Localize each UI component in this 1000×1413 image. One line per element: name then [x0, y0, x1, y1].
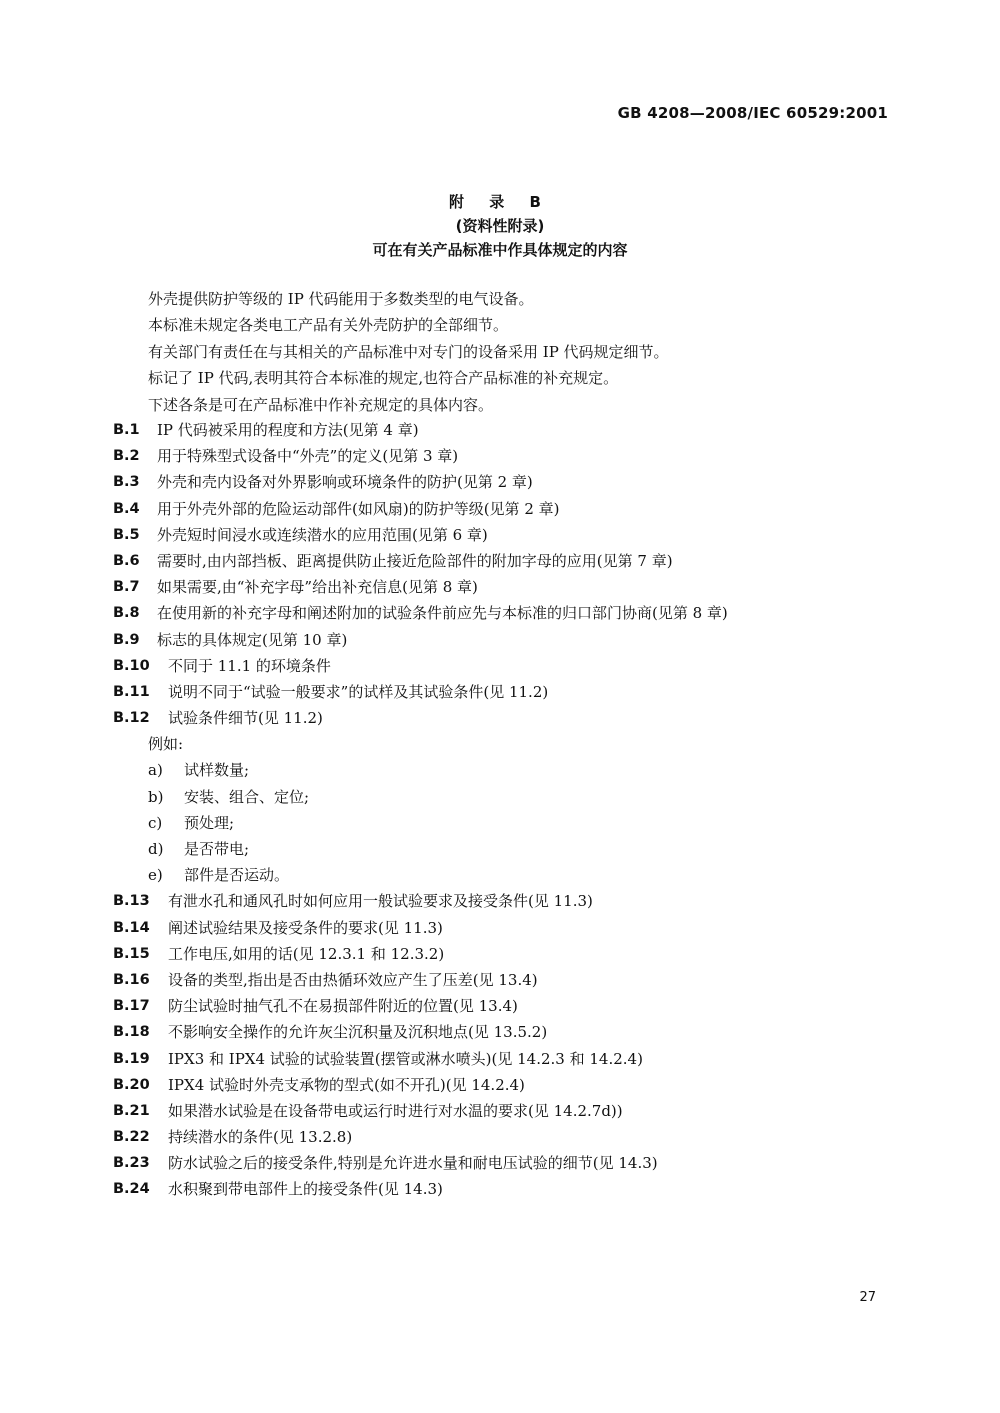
clause-item [113, 705, 900, 731]
annex-nature: (资料性附录) [455, 217, 545, 235]
clause-number: B.14 [113, 919, 150, 936]
clause-text: 设备的类型,指出是否由热循环效应产生了压差(见 13.4) [168, 970, 538, 989]
clause-text: 试验条件细节(见 11.2) [168, 709, 323, 728]
clause-text: 如果需要,由“补充字母”给出补充信息(见第 8 章) [157, 578, 478, 597]
clause-number: B.16 [113, 971, 150, 988]
clause-text: 防尘试验时抽气孔不在易损部件附近的位置(见 13.4) [168, 997, 518, 1016]
clause-text: IPX3 和 IPX4 试验的试验装置(摆管或淋水喷头)(见 14.2.3 和 14.2.4) [168, 1049, 643, 1068]
clause-text: 有泄水孔和通风孔时如何应用一般试验要求及接受条件(见 11.3) [168, 892, 593, 911]
example-text: 预处理; [184, 813, 235, 832]
clause-text: 阐述试验结果及接受条件的要求(见 11.3) [168, 918, 443, 937]
clause-text: IP 代码被采用的程度和方法(见第 4 章) [157, 421, 419, 439]
clause-text: 不影响安全操作的允许灰尘沉积量及沉积地点(见 13.5.2) [168, 1023, 548, 1042]
annex-label: 附 录 B [449, 193, 551, 211]
clause-item [113, 967, 900, 993]
clause-item [113, 679, 900, 705]
example-mark: c) [148, 813, 163, 832]
clause-text: 防水试验之后的接受条件,特别是允许进水量和耐电压试验的细节(见 14.3) [168, 1154, 658, 1173]
clause-item [113, 469, 900, 495]
intro-paragraph: 标记了 IP 代码,表明其符合本标准的规定,也符合产品标准的补充规定。 [148, 369, 619, 388]
clause-text: 用于特殊型式设备中“外壳”的定义(见第 3 章) [157, 447, 459, 466]
annex-heading: 可在有关产品标准中作具体规定的内容 [372, 241, 628, 259]
clause-number: B.24 [113, 1181, 150, 1198]
example-item [113, 862, 900, 888]
clause-number: B.9 [113, 631, 140, 648]
intro-paragraph: 外壳提供防护等级的 IP 代码能用于多数类型的电气设备。 [148, 290, 534, 308]
example-mark: d) [148, 840, 164, 858]
clause-item [113, 1124, 900, 1150]
clause-number: B.22 [113, 1129, 150, 1146]
annex-titles [0, 190, 1000, 262]
clause-number: B.20 [113, 1076, 150, 1093]
clause-number: B.15 [113, 945, 150, 962]
intro-paragraph: 有关部门有责任在与其相关的产品标准中对专门的设备采用 IP 代码规定细节。 [148, 342, 669, 361]
example-text: 是否带电; [184, 840, 250, 858]
example-text: 试样数量; [184, 761, 250, 780]
clause-number: B.11 [113, 683, 150, 700]
example-lead-text: 例如: [148, 735, 184, 754]
clause-item [113, 1150, 900, 1176]
clause-item [113, 417, 900, 443]
clause-number: B.21 [113, 1102, 150, 1119]
clause-number: B.13 [113, 893, 150, 910]
clause-text: 在使用新的补充字母和阐述附加的试验条件前应先与本标准的归口部门协商(见第 8 章) [157, 604, 728, 623]
example-item [113, 810, 900, 836]
clause-item [113, 915, 900, 941]
clause-number: B.2 [113, 448, 140, 465]
clause-item [113, 1046, 900, 1072]
clause-item [113, 443, 900, 469]
clause-item [113, 1072, 900, 1098]
clause-item [113, 1019, 900, 1045]
clause-number: B.5 [113, 526, 140, 543]
clause-text: 不同于 11.1 的环境条件 [168, 656, 331, 675]
intro-paragraph: 下述各条是可在产品标准中作补充规定的具体内容。 [148, 395, 494, 414]
page-number: 27 [859, 1290, 876, 1305]
example-mark: e) [148, 866, 163, 885]
clause-text: 说明不同于“试验一般要求”的试样及其试验条件(见 11.2) [168, 682, 549, 701]
clause-text: 工作电压,如用的话(见 12.3.1 和 12.3.2) [168, 944, 445, 963]
example-item [113, 757, 900, 783]
clause-text: IPX4 试验时外壳支承物的型式(如不开孔)(见 14.2.4) [168, 1075, 525, 1094]
clause-item [113, 496, 900, 522]
clause-item [113, 941, 900, 967]
example-mark: a) [148, 761, 163, 780]
clause-item [113, 522, 900, 548]
intro-paragraphs [148, 286, 890, 418]
clause-number: B.4 [113, 500, 140, 517]
clause-number: B.10 [113, 657, 150, 674]
clause-number: B.7 [113, 579, 140, 596]
example-lead [113, 731, 900, 757]
clause-item [113, 1098, 900, 1124]
intro-paragraph: 本标准未规定各类电工产品有关外壳防护的全部细节。 [148, 316, 509, 335]
clause-item [113, 1176, 900, 1202]
clause-number: B.1 [113, 422, 140, 438]
example-text: 部件是否运动。 [184, 866, 290, 885]
clause-item [113, 600, 900, 626]
clause-number: B.18 [113, 1024, 150, 1041]
clause-number: B.23 [113, 1155, 150, 1172]
clause-text: 水积聚到带电部件上的接受条件(见 14.3) [168, 1180, 443, 1199]
clause-text: 持续潜水的条件(见 13.2.8) [168, 1128, 353, 1147]
clause-text: 用于外壳外部的危险运动部件(如风扇)的防护等级(见第 2 章) [157, 499, 560, 518]
clause-item [113, 653, 900, 679]
clause-text: 外壳和壳内设备对外界影响或环境条件的防护(见第 2 章) [157, 473, 533, 492]
clause-number: B.12 [113, 710, 150, 727]
standard-code: GB 4208—2008/IEC 60529:2001 [617, 104, 888, 122]
example-text: 安装、组合、定位; [184, 787, 310, 806]
clause-text: 外壳短时间浸水或连续潜水的应用范围(见第 6 章) [157, 525, 488, 544]
example-item [113, 836, 900, 862]
example-item [113, 784, 900, 810]
clause-text: 标志的具体规定(见第 10 章) [157, 630, 348, 649]
clause-number: B.3 [113, 474, 140, 491]
clause-number: B.8 [113, 605, 140, 622]
example-mark: b) [148, 787, 164, 806]
clause-item [113, 627, 900, 653]
clause-item [113, 574, 900, 600]
clause-text: 需要时,由内部挡板、距离提供防止接近危险部件的附加字母的应用(见第 7 章) [157, 551, 673, 570]
clause-list [113, 417, 900, 1203]
clause-number: B.19 [113, 1050, 150, 1067]
clause-item [113, 888, 900, 914]
clause-item [113, 993, 900, 1019]
clause-number: B.17 [113, 998, 150, 1015]
clause-text: 如果潜水试验是在设备带电或运行时进行对水温的要求(见 14.2.7d)) [168, 1101, 623, 1120]
clause-item [113, 548, 900, 574]
clause-number: B.6 [113, 552, 140, 569]
